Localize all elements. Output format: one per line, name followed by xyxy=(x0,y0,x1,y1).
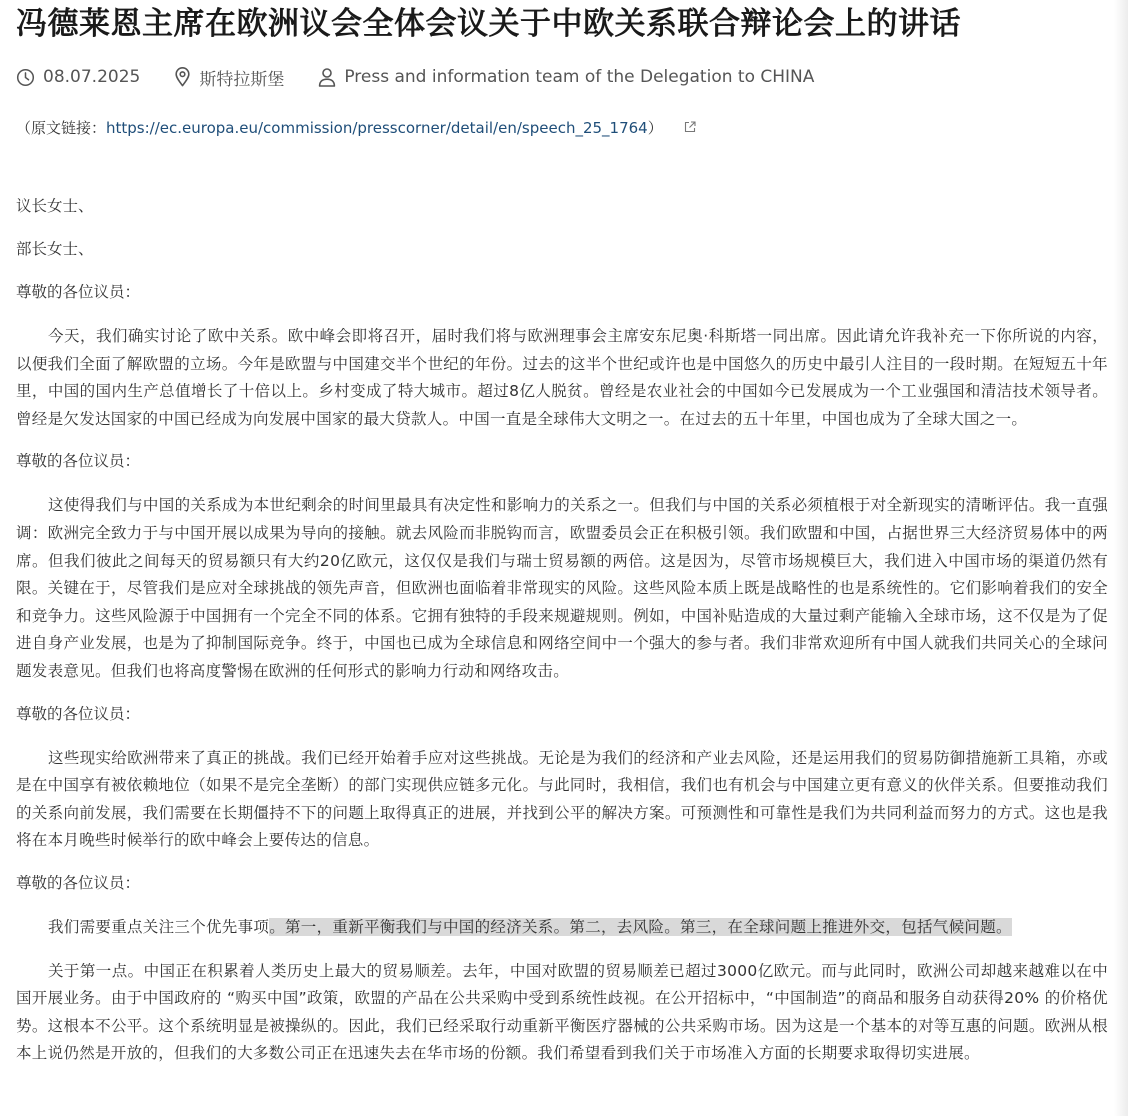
location-text: 斯特拉斯堡 xyxy=(199,69,285,90)
speech-paragraph xyxy=(16,914,1108,942)
salutation-line: 尊敬的各位议员： xyxy=(16,283,141,301)
meta-date xyxy=(16,67,140,87)
location-pin-icon xyxy=(174,67,191,87)
paragraph-text: 我们需要重点关注三个优先事项 xyxy=(48,917,270,936)
page-title: 冯德莱恩主席在欧洲议会全体会议关于中欧关系联合辩论会上的讲话 xyxy=(16,6,961,42)
speech-body xyxy=(16,194,1108,1068)
source-link[interactable]: https://ec.europa.eu/commission/presscorner/detail/en/speech_25_1764 xyxy=(106,119,648,137)
speech-paragraph: 这些现实给欧洲带来了真正的挑战。我们已经开始着手应对这些挑战。无论是为我们的经济和产业去风险，还是运用我们的贸易防御措施新工具箱，亦或是在中国享有被依赖地位（如果不是完全垄断）的部门实现供应链多元化。与此同时，我相信，我们也有机会与中国建立更有意义的伙伴关系。但要推动我们的关系向前发展，我们需要在长期僵持不下的问题上取得真正的进展，并找到公平的解决方案。可预测性和可靠性是我们为共同利益而努力的方式。这也是我将在本月晚些时候举行的欧中峰会上要传达的信息。 xyxy=(16,748,1108,850)
article-meta xyxy=(16,62,1108,92)
article xyxy=(16,0,1108,1084)
meta-location xyxy=(174,65,284,90)
scrollbar-track[interactable] xyxy=(1114,0,1128,1116)
clock-icon xyxy=(16,68,35,87)
date-text: 08.07.2025 xyxy=(43,67,141,87)
author-text: Press and information team of the Delegation to CHINA xyxy=(344,67,815,87)
speech-paragraph: 今天，我们确实讨论了欧中关系。欧中峰会即将召开，届时我们将与欧洲理事会主席安东尼奥·科斯塔一同出席。因此请允许我补充一下你所说的内容，以便我们全面了解欧盟的立场。今年是欧盟与中国建交半个世纪的年份。过去的这半个世纪或许也是中国悠久的历史中最引人注目的一段时期。在短短五十年里，中国的国内生产总值增长了十倍以上。乡村变成了特大城市。超过8亿人脱贫。曾经是农业社会的中国如今已发展成为一个工业强国和清洁技术领导者。曾经是欠发达国家的中国已经成为向发展中国家的最大贷款人。中国一直是全球伟大文明之一。在过去的五十年里，中国也成为了全球大国之一。 xyxy=(16,327,1108,428)
meta-author xyxy=(318,67,814,87)
user-icon xyxy=(318,67,336,87)
salutation-line: 尊敬的各位议员： xyxy=(16,704,141,723)
speech-paragraph: 关于第一点。中国正在积累着人类历史上最大的贸易顺差。去年，中国对欧盟的贸易顺差已超过3000亿欧元。而与此同时，欧洲公司却越来越难以在中国开展业务。由于中国政府的 “购买中国”政策，欧盟的产品在公共采购中受到系统性歧视。在公开招标中，“中国制造”的商品和服务自动获得20% 的价格优势。这根本不公平。这个系统明显是被操纵的。因此，我们已经采取行动重新平衡医疗器械的公共采购市场。因为这是一个基本的对等互惠的问题。欧洲从根本上说仍然是开放的，但我们的大多数公司正在迅速失去在华市场的份额。我们希望看到我们关于市场准入方面的长期要求取得切实进展。 xyxy=(16,961,1108,1063)
source-link-line xyxy=(16,114,1108,142)
source-prefix: （原文链接： xyxy=(16,119,107,137)
salutation-line: 尊敬的各位议员： xyxy=(16,452,141,471)
external-link-icon[interactable] xyxy=(684,121,696,133)
salutation-line: 部长女士、 xyxy=(16,240,94,258)
salutation-line: 议长女士、 xyxy=(16,197,94,215)
salutation-line: 尊敬的各位议员： xyxy=(16,873,141,892)
speech-paragraph: 这使得我们与中国的关系成为本世纪剩余的时间里最具有决定性和影响力的关系之一。但我们与中国的关系必须植根于对全新现实的清晰评估。我一直强调：欧洲完全致力于与中国开展以成果为导向的接触。就去风险而非脱钩而言，欧盟委员会正在积极引领。我们欧盟和中国，占据世界三大经济贸易体中的两席。但我们彼此之间每天的贸易额只有大约20亿欧元，这仅仅是我们与瑞士贸易额的两倍。这是因为，尽管市场规模巨大，我们进入中国市场的渠道仍然有限。关键在于，尽管我们是应对全球挑战的领先声音，但欧洲也面临着非常现实的风险。这些风险本质上既是战略性的也是系统性的。它们影响着我们的安全和竞争力。这些风险源于中国拥有一个完全不同的体系。它拥有独特的手段来规避规则。例如，中国补贴造成的大量过剩产能输入全球市场，这不仅是为了促进自身产业发展，也是为了抑制国际竞争。终于，中国也已成为全球信息和网络空间中一个强大的参与者。我们非常欢迎所有中国人就我们共同关心的全球问题发表意见。但我们也将高度警惕在欧洲的任何形式的影响力行动和网络攻击。 xyxy=(16,496,1108,680)
highlighted-text: 。第一，重新平衡我们与中国的经济关系。第二，去风险。第三，在全球问题上推进外交，包括气候问题。 xyxy=(269,917,1012,936)
source-suffix: ） xyxy=(647,119,663,137)
